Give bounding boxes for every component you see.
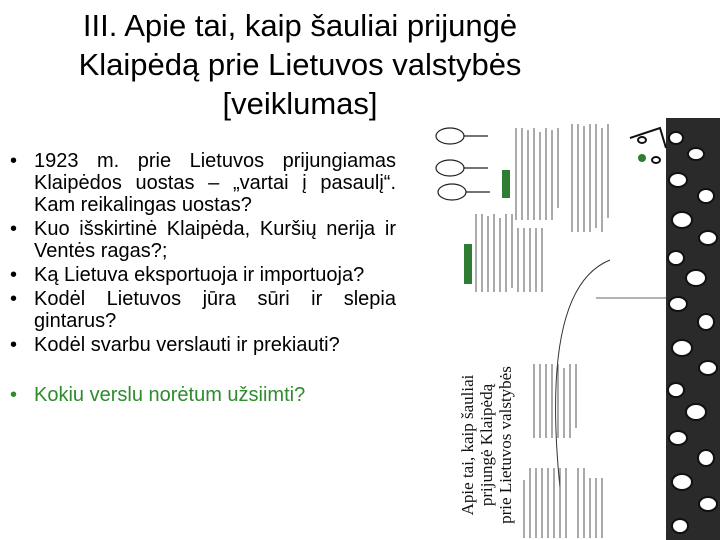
text-block-bottom-mid bbox=[534, 364, 576, 438]
slide-title-line-3: [veiklumas] bbox=[222, 86, 378, 121]
slide-title-line-1: III. Apie tai, kaip šauliai prijungė bbox=[82, 8, 518, 43]
bullet-item-export: • Ką Lietuva eksportuoja ir importuoja? bbox=[8, 264, 396, 286]
book-title-line-1: Apie tai, kaip šauliai bbox=[458, 374, 477, 516]
text-block-top bbox=[502, 128, 558, 220]
book-title-line-2: prijungė Klaipėdą bbox=[477, 383, 496, 507]
green-dot bbox=[638, 154, 646, 162]
text-block-bottom-left bbox=[524, 468, 566, 538]
slide-title bbox=[40, 6, 560, 123]
bullet-item-sea-amber: • Kodėl Lietuvos jūra sūri ir slepia gintarus? bbox=[8, 288, 396, 332]
bullet-item-business: • Kodėl svarbu verslauti ir prekiauti? bbox=[8, 334, 396, 356]
text-block-top-right bbox=[572, 124, 608, 232]
bullet-item-port: • 1923 m. prie Lietuvos prijungiamas Klaipėdos uostas – „vartai į pasaulį“. Kam reikalingas uostas? bbox=[8, 150, 396, 216]
slide-title-line-2: Klaipėdą prie Lietuvos valstybės bbox=[78, 47, 522, 82]
text-block-bottom-right bbox=[578, 468, 602, 538]
book-title-line-3: prie Lietuvos valstybės bbox=[496, 366, 515, 524]
book-page-rotated-title bbox=[458, 350, 522, 540]
text-block-middle bbox=[464, 214, 542, 292]
lantern-drawings bbox=[436, 128, 490, 200]
bullet-list bbox=[8, 150, 396, 406]
bullet-item-klaipeda: • Kuo išskirtinė Klaipėda, Kuršių nerija ir Ventės ragas?; bbox=[8, 218, 396, 262]
amber-pebbles-texture bbox=[630, 118, 720, 540]
bullet-item-question: • Kokiu verslu norėtum užsiimti? bbox=[8, 384, 396, 406]
